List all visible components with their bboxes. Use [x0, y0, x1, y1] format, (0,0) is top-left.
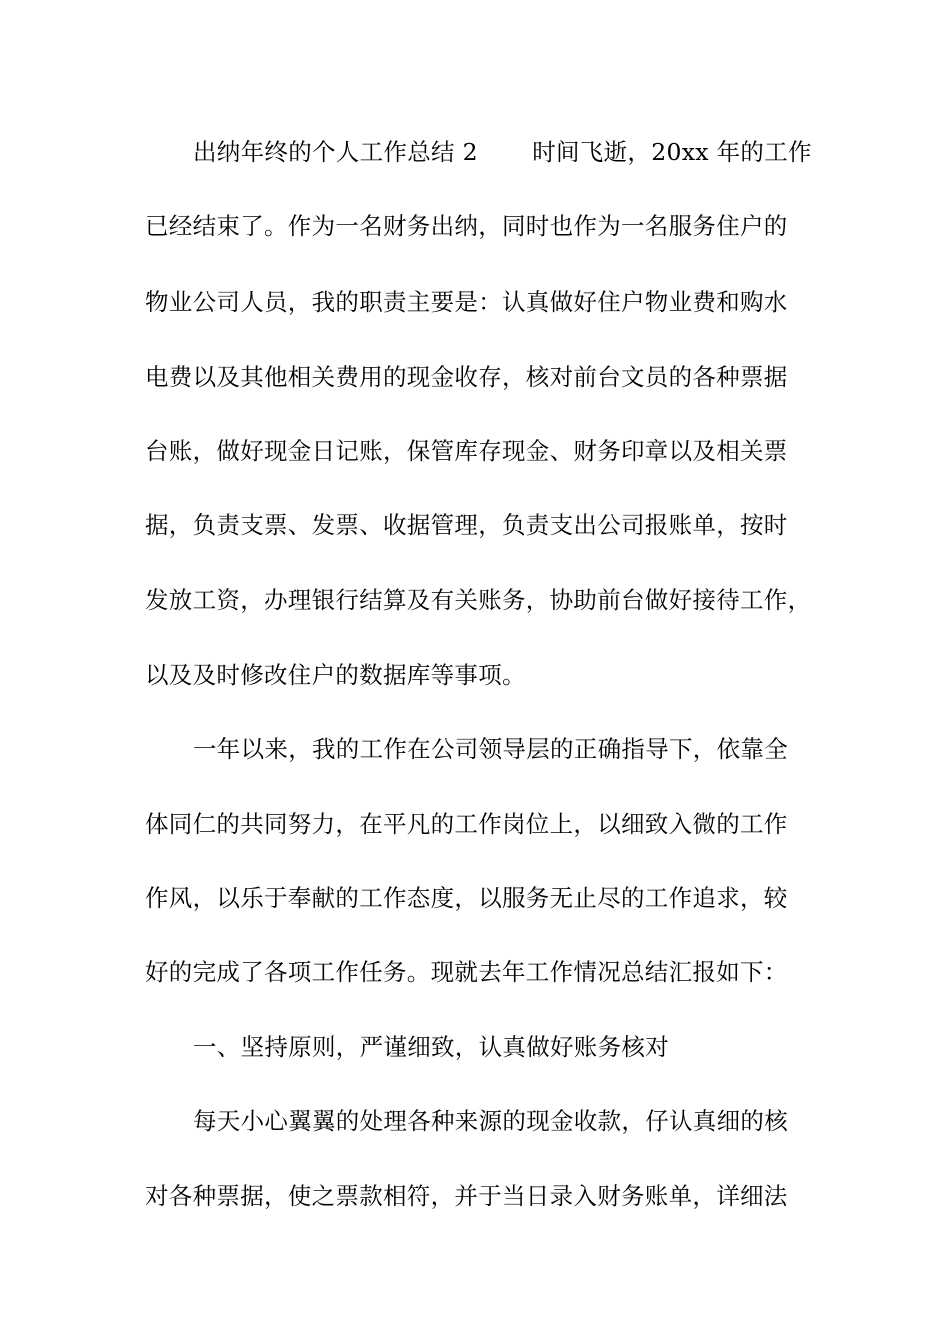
paragraph-line: 台账，做好现金日记账，保管库存现金、财务印章以及相关票	[145, 437, 788, 465]
paragraph-line: 以及及时修改住户的数据库等事项。	[145, 661, 526, 689]
paragraph-line: 对各种票据，使之票款相符，并于当日录入财务账单，详细法	[145, 1182, 788, 1210]
paragraph-line: 作风，以乐于奉献的工作态度，以服务无止尽的工作追求，较	[145, 884, 788, 912]
paragraph-line: 出纳年终的个人工作总结 2 时间飞逝，20xx 年的工作	[193, 138, 812, 166]
paragraph-line: 已经结束了。作为一名财务出纳，同时也作为一名服务住户的	[145, 212, 788, 240]
paragraph-line: 一年以来，我的工作在公司领导层的正确指导下，依靠全	[193, 735, 788, 763]
paragraph-line: 发放工资，办理银行结算及有关账务，协助前台做好接待工作，	[145, 586, 812, 614]
paragraph-line: 好的完成了各项工作任务。现就去年工作情况总结汇报如下：	[145, 958, 788, 986]
paragraph-line: 物业公司人员，我的职责主要是：认真做好住户物业费和购水	[145, 288, 788, 316]
paragraph-line: 电费以及其他相关费用的现金收存，核对前台文员的各种票据	[145, 363, 788, 391]
paragraph-line: 每天小心翼翼的处理各种来源的现金收款，仔认真细的核	[193, 1107, 788, 1135]
section-heading: 一、坚持原则，严谨细致，认真做好账务核对	[193, 1033, 669, 1061]
paragraph-line: 据，负责支票、发票、收据管理，负责支出公司报账单，按时	[145, 511, 788, 539]
paragraph-line: 体同仁的共同努力，在平凡的工作岗位上，以细致入微的工作	[145, 810, 788, 838]
